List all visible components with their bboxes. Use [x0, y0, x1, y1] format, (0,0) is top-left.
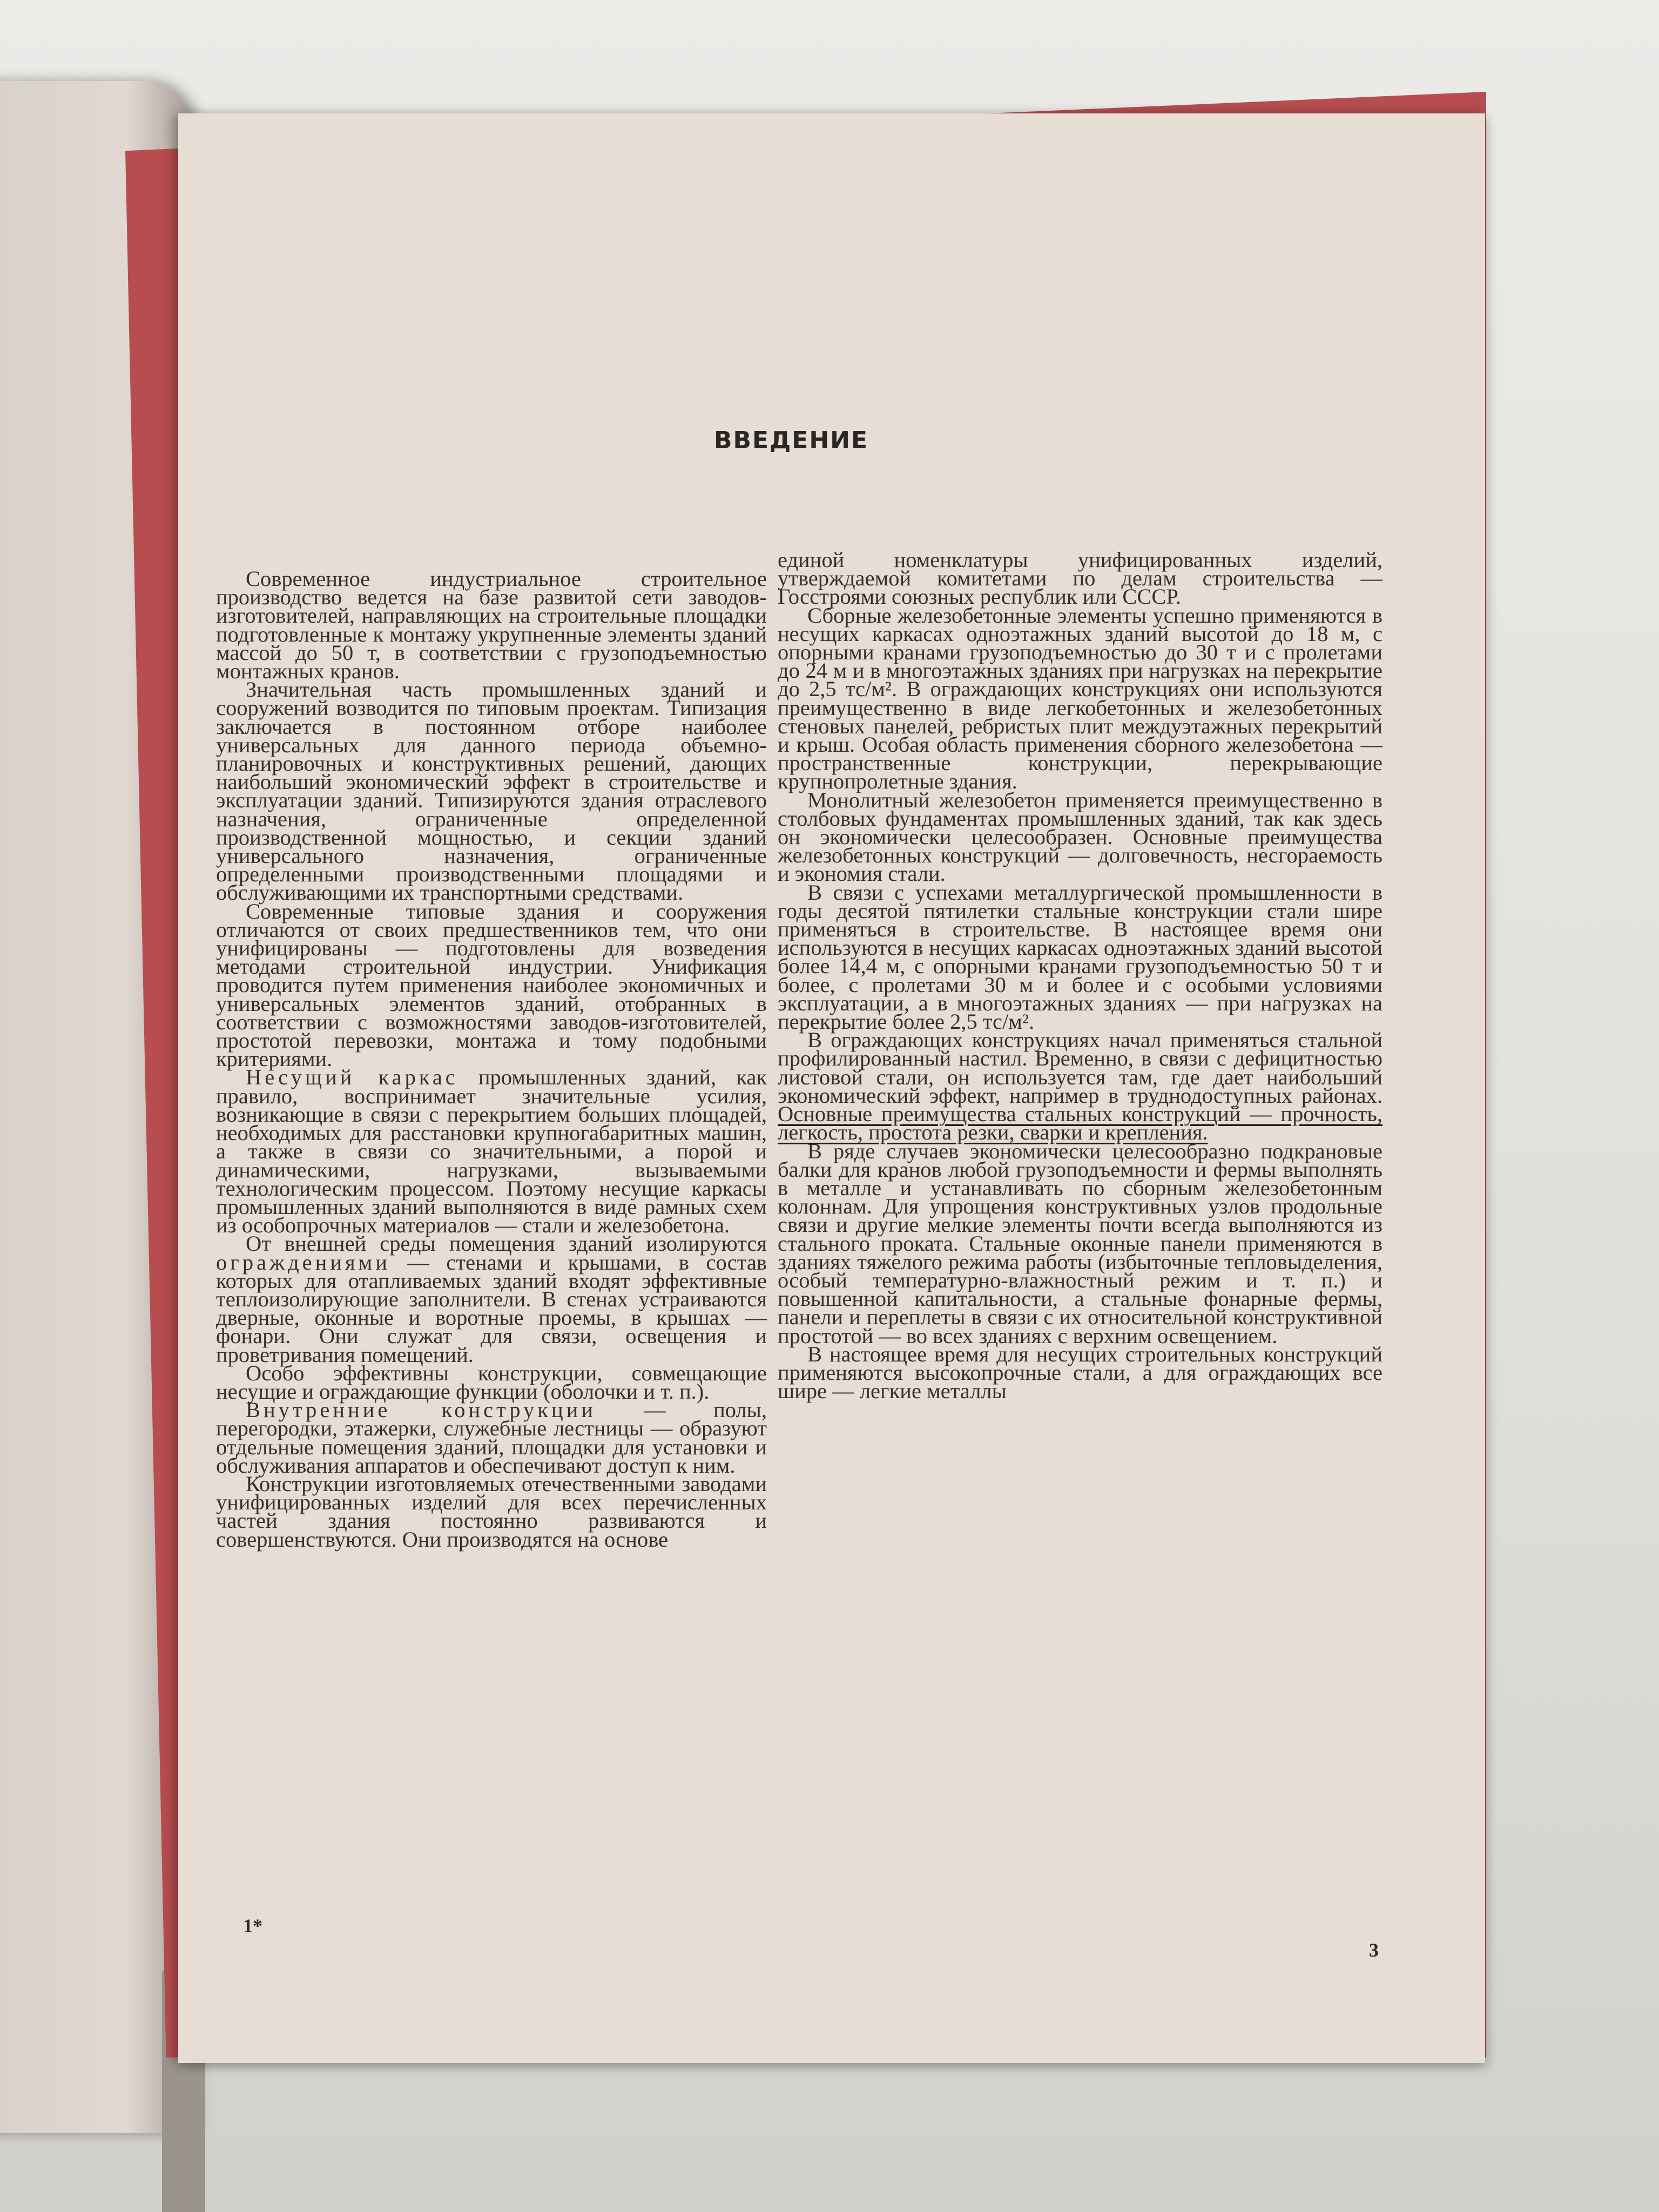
- paragraph: Современные типовые здания и сооружения отличаются от своих предшественников тем, что они унифицированы — подготовлены для возведения методами строительной индустрии. Унификация проводится путем применения наиболее экономичных и универсальных элементов зданий, отобранных в соответствии с возможностями заводов-изготовителей, простотой перевозки, монтажа и тому подобными критериями.: [216, 899, 767, 1071]
- spaced-term: Несущий каркас: [246, 1065, 458, 1090]
- paragraph: Значительная часть промышленных зданий и сооружений возводится по типовым проектам. Типизация заключается в постоянном отборе наиболее универсальных для данного периода объемно-планировочных и конструктивных решений, дающих наибольший экономический эффект в строительстве и эксплуатации зданий. Типизируются здания отраслевого назначения, ограниченные определенной производственной мощностью, и секции зданий универсального назначения, ограниченные определенными производственными площадями и обслуживающими их транспортными средствами.: [216, 677, 767, 905]
- paragraph: В связи с успехами металлургической промышленности в годы десятой пятилетки стальные конструкции стали шире применяться в строительстве. В настоящее время они используются в несущих каркасах одноэтажных зданий высотой более 14,4 м, с опорными кранами грузоподъемностью 50 т и более, с пролетами 30 м и более и с особыми условиями эксплуатации, а в многоэтажных зданиях — при нагрузках на перекрытие более 2,5 тс/м².: [778, 880, 1382, 1034]
- paragraph: Конструкции изготовляемых отечественными заводами унифицированных изделий для всех перечисленных частей здания постоянно развиваются и совершенствуются. Они производятся на основе: [216, 1471, 767, 1552]
- spaced-term: ограждениями: [216, 1250, 390, 1274]
- spaced-term: Внутренние конструкции: [246, 1398, 597, 1422]
- page-title: ВВЕДЕНИЕ: [713, 427, 869, 454]
- paragraph: [216, 1065, 767, 1238]
- handwritten-underline-text: Основные преимущества стальных конструкций — прочность, легкость, простота резки, сварки и крепления.: [778, 1102, 1382, 1145]
- paragraph: единой номенклатуры унифицированных изделий, утверждаемой комитетами по делам строительства — Госстроями союзных республик или СССР.: [778, 548, 1382, 609]
- page-number: 3: [1369, 1939, 1379, 1961]
- left-text-column: [216, 567, 767, 1552]
- paragraph: [216, 1231, 767, 1367]
- paragraph: В настоящее время для несущих строительных конструкций применяются высокопрочные стали, а для ограждающих все шире — легкие металлы: [778, 1341, 1382, 1404]
- paragraph-text: — стенами и крышами, в состав которых для отапливаемых зданий входят эффективные теплоизолирующие заполнители. В стенах устраиваются дверные, оконные и воротные проемы, в крышах — фонари. Они служат для связи, освещения и проветривания помещений.: [216, 1250, 767, 1367]
- paragraph-text: В ограждающих конструкциях начал применяться стальной профилированный настил. Временно, в связи с дефицитностью листовой стали, он используется там, где дает наибольший экономический эффект, например в труднодоступных районах.: [778, 1028, 1382, 1108]
- paragraph: Особо эффективны конструкции, совмещающие несущие и ограждающие функции (оболочки и т. п.).: [216, 1360, 767, 1404]
- paragraph: [778, 1028, 1382, 1145]
- paragraph: Современное индустриальное строительное производство ведется на базе развитой сети заводов-изготовителей, направляющих на строительные площадки подготовленные к монтажу укрупненные элементы зданий массой до 50 т, в соответствии с грузоподъемностью монтажных кранов.: [216, 567, 767, 684]
- right-text-column: [778, 548, 1382, 1404]
- paragraph: Монолитный железобетон применяется преимущественно в столбовых фундаментах промышленных зданий, так как здесь он экономически целесообразен. Основные преимущества железобетонных конструкций — долговечность, несгораемость и экономия стали.: [778, 787, 1382, 886]
- paragraph-text: — полы, перегородки, этажерки, служебные лестницы — образуют отдельные помещения зданий, площадки для установки и обслуживания аппаратов и обеспечивают доступ к ним.: [216, 1398, 767, 1478]
- paragraph: В ряде случаев экономически целесообразно подкрановые балки для кранов любой грузоподъемности и фермы выполнять в металле и устанавливать по сборным железобетонным колоннам. Для упрощения конструктивных узлов продольные связи и другие мелкие элементы почти всегда выполняются из стального проката. Стальные оконные панели применяются в зданиях тяжелого режима работы (избыточные тепловыделения, особый температурно-влажностный режим и т. п.) и повышенной капитальности, а стальные фонарные фермы, панели и переплеты в связи с их относительной конструктивной простотой — во всех зданиях с верхним освещением.: [778, 1138, 1382, 1348]
- paragraph-text: От внешней среды помещения зданий изолируются: [246, 1231, 767, 1256]
- paragraph-text: промышленных зданий, как правило, воспринимает значительные усилия, возникающие в связи с перекрытием больших площадей, необходимых для расстановки крупногабаритных машин, а также в связи со значительными, а порой и динамическими, нагрузками, вызываемыми технологическим процессом. Поэтому несущие каркасы промышленных зданий выполняются в виде рамных схем из особопрочных материалов — стали и железобетона.: [216, 1065, 767, 1238]
- paragraph: Сборные железобетонные элементы успешно применяются в несущих каркасах одноэтажных зданий высотой до 18 м, с опорными кранами грузоподъемностью до 30 т и с пролетами до 24 м и в многоэтажных зданиях при нагрузках на перекрытие до 2,5 тс/м². В ограждающих конструкциях они используются преимущественно в виде легкобетонных и железобетонных стеновых панелей, ребристых плит междуэтажных перекрытий и крыш. Особая область применения сборного железобетона — пространственные конструкции, перекрывающие крупнопролетные здания.: [778, 603, 1382, 794]
- paragraph: [216, 1398, 767, 1478]
- signature-mark: 1*: [243, 1915, 262, 1937]
